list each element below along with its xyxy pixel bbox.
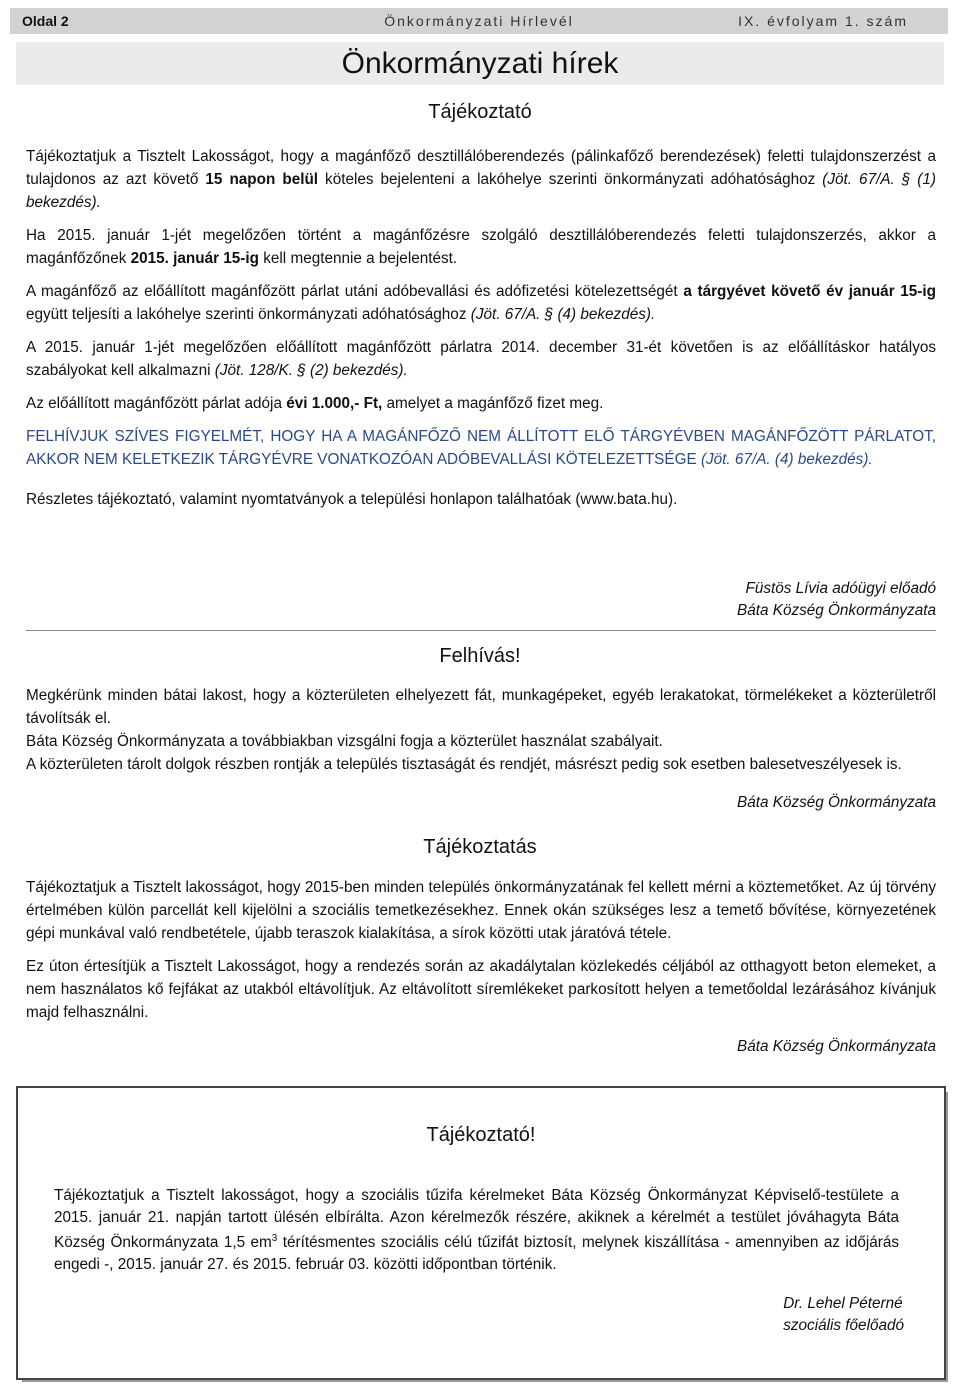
paragraph: Ez úton értesítjük a Tisztelt Lakosságot, hogy a rendezés során az akadálytalan közlekedés céljából az otthagyott beton elemeket, a nem használatos kő fejfákat az utakból eltávolítjuk. Az eltávolított síremlékeket parkosított helyen a temetőoldal lezárásához kívánjuk majd felhasználni. — [26, 958, 936, 1021]
section-title-felhivas: Felhívás! — [439, 645, 521, 667]
notice-paragraph: FELHÍVJUK SZÍVES FIGYELMÉT, HOGY HA A MAGÁNFŐZŐ NEM ÁLLÍTOTT ELŐ TÁRGYÉVBEN MAGÁNFŐZÖTT PÁRLATOT, AKKOR NEM KELETKEZIK TÁRGYÉVRE VONATKOZÓAN ADÓBEVALLÁSI KÖTELEZETTSÉGE (Jöt. 67/A. (4) bekezdés). — [26, 428, 936, 468]
section-title-tajekoztatas: Tájékoztatás — [423, 836, 537, 858]
section-title-tajekoztato-box: Tájékoztató! — [426, 1124, 536, 1146]
box-text: Tájékoztatjuk a Tisztelt lakosságot, hogy a szociális tűzifa kérelmeket Báta Község Önkormányzat Képviselő-testülete a 2015. január 21. napján tartott ülésén elbírálta. Azon kérelmezők részére, akiknek a kérelmét a testület jóváhagyta Báta Község Önkormányzata 1,5 $em^3$ térítésmentes szociális célú tűzifát biztosít, melynek kiszállítása - amennyiben az időjárás engedi -, 2015. január 27. és 2015. február 03. közötti időpontban történik. — [54, 1187, 899, 1273]
page-header — [10, 8, 948, 34]
signature-block — [737, 578, 936, 622]
paragraph: A 2015. január 1-jét megelőzően előállított magánfőzött párlatra 2014. december 31-ét követően is az előállításkor hatályos szabályokat kell alkalmazni (Jöt. 128/K. § (2) bekezdés). — [26, 339, 936, 379]
paragraph: Az előállított magánfőzött párlat adója évi 1.000,- Ft, amelyet a magánfőző fizet meg. — [26, 395, 604, 412]
main-title: Önkormányzati hírek — [16, 42, 944, 85]
paragraph: A közterületen tárolt dolgok részben rontják a település tisztaságát és rendjét, másrészt pedig sok esetben balesetveszélyesek is. — [26, 756, 902, 773]
section1-body — [26, 145, 936, 511]
signature-org: Báta Község Önkormányzata — [737, 1038, 936, 1055]
signature-role: szociális főelőadó — [783, 1317, 904, 1334]
signature-block — [783, 1293, 904, 1337]
paragraph: Tájékoztatjuk a Tisztelt Lakosságot, hogy a magánfőző desztillálóberendezés (pálinkafőző berendezések) feletti tulajdonszerzést a tulajdonos az azt követő 15 napon belül köteles bejelenteni a lakóhelye szerinti önkormányzati adóhatósághoz (Jöt. 67/A. § (1) bekezdés). — [26, 148, 937, 211]
section-title-tajekoztato: Tájékoztató — [428, 101, 532, 123]
paragraph: Báta Község Önkormányzata a továbbiakban vizsgálni fogja a közterület használat szabályait. — [26, 733, 663, 750]
divider — [26, 630, 936, 631]
paragraph: Ha 2015. január 1-jét megelőzően történt a magánfőzésre szolgáló desztillálóberendezés feletti tulajdonszerzés, akkor a magánfőzőnek 2015. január 15-ig kell megtennie a bejelentést. — [26, 227, 936, 267]
page-number: Oldal 2 — [22, 13, 69, 29]
signature-name: Dr. Lehel Péterné — [783, 1295, 903, 1312]
section3-body — [26, 876, 936, 1024]
paragraph: Részletes tájékoztató, valamint nyomtatványok a települési honlapon találhatóak (www.bata.hu). — [26, 491, 678, 508]
signature-name: Füstös Lívia adóügyi előadó — [745, 580, 936, 597]
paragraph: Megkérünk minden bátai lakost, hogy a közterületen elhelyezett fát, munkagépeket, egyéb lerakatokat, törmelékeket a közterületről távolítsák el. — [26, 687, 936, 727]
publication-title: Önkormányzati Hírlevél — [384, 13, 574, 29]
paragraph: A magánfőző az előállított magánfőzött párlat utáni adóbevallási és adófizetési kötelezettségét a tárgyévet követő év január 15-ig együtt teljesíti a lakóhelye szerinti önkormányzati adóhatósághoz (Jöt. 67/A. § (4) bekezdés). — [26, 283, 936, 323]
signature-org: Báta Község Önkormányzata — [737, 602, 936, 619]
section2-body — [26, 684, 936, 776]
issue-info: IX. évfolyam 1. szám — [738, 13, 908, 29]
info-box — [16, 1086, 946, 1380]
signature-org: Báta Község Önkormányzata — [737, 794, 936, 811]
paragraph: Tájékoztatjuk a Tisztelt lakosságot, hogy 2015-ben minden település önkormányzatának fel kellett mérni a köztemetőket. Az új törvény értelmében külön parcellát kell kijelölni a szociális temetkezésekhez. Ennek okán szükséges lesz a temető bővítése, környezetének gépi munkával való rendbetétele, újabb teraszok kialakítása, a sírok közötti utak járatóvá tétele. — [26, 879, 936, 942]
